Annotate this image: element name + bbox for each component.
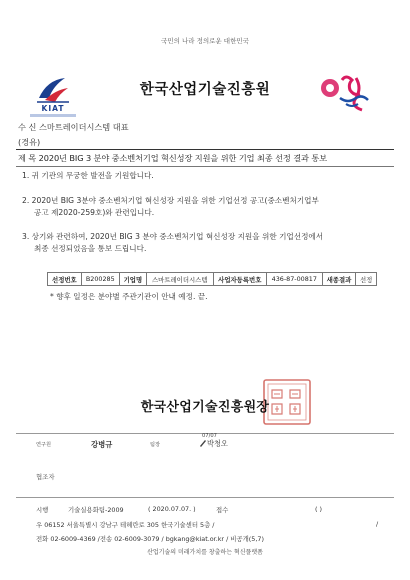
via-line: (경유): [18, 137, 41, 147]
paragraph-2-line-1: 2. 2020년 BIG 3분야 중소벤처기업 혁신성장 지원을 위한 기업선정 공고(중소벤처기업부: [22, 196, 319, 205]
selection-no-value: B200285: [81, 273, 119, 286]
selection-no-header: 선정번호: [48, 273, 82, 286]
company-name-header: 기업명: [119, 273, 146, 286]
subject-rule-top: [16, 149, 394, 150]
business-reg-no-header: 사업자등록번호: [213, 273, 266, 286]
approval-date-tag: 07/07: [202, 433, 217, 439]
receipt-label: 접수: [216, 506, 229, 514]
paragraph-1: 1. 귀 기관의 무궁한 발전을 기원합니다.: [22, 171, 154, 180]
table-row: [48, 273, 377, 286]
footer-address: 우 06152 서울특별시 강남구 테헤란로 305 한국기술센터 5층 /: [36, 521, 215, 529]
org-title: 한국산업기술진흥원: [139, 82, 271, 98]
staff-name-researcher: 강병규: [91, 440, 113, 449]
company-name-value: 스마트레이더시스템: [146, 273, 213, 286]
paragraph-3-line-1: 3. 상기와 관련하여, 2020년 BIG 3 분야 중소벤처기업 혁신성장 지원을 위한 기업선정에서: [22, 232, 324, 241]
cooperation-label: 협조자: [36, 473, 55, 481]
subject-rule-bottom: [16, 166, 394, 167]
exec-label: 시행: [36, 506, 49, 514]
logo-text: KIAT: [41, 104, 65, 113]
footer-tagline: 산업기술의 미래가치를 창출하는 혁신플랫폼: [147, 549, 263, 556]
exec-doc-no: 기술실용화팀-2009: [68, 506, 124, 514]
schedule-note: * 향후 일정은 분야별 주관기관이 안내 예정. 끝.: [50, 292, 208, 301]
result-header: 새종결과: [322, 273, 356, 286]
business-reg-no-value: 436-87-00817: [266, 273, 322, 286]
footer-contact: 전화 02-6009-4369 /전송 02-6009-3079 / bgkang@kiat.or.kr / 비공개(5,7): [36, 535, 264, 543]
sender-signature-name: 한국산업기술진흥원장: [140, 400, 270, 415]
recipient-line: 수 신 스마트레이더시스템 대표: [18, 122, 129, 132]
footer-rule: [16, 497, 394, 498]
paragraph-3-line-2: 최종 선정되었음을 통보 드립니다.: [34, 244, 147, 253]
staff-role-team-leader: 팀장: [150, 442, 161, 448]
subject-line: 제 목 2020년 BIG 3 분야 중소벤처기업 혁신성장 지원을 위한 기업 최종 선정 결과 통보: [18, 153, 327, 163]
korea-hope-emblem-icon: [316, 70, 374, 112]
slogan: 국민의 나라 정의로운 대한민국: [161, 37, 249, 45]
staff-role-researcher: 연구원: [36, 442, 52, 448]
logo-subline: [30, 114, 76, 117]
selection-info-table: [47, 272, 377, 286]
paragraph-2-line-2: 공고 제2020-259호)와 관련입니다.: [34, 208, 155, 217]
exec-date: ( 2020.07.07. ): [148, 505, 196, 513]
signature-pen-icon: [199, 439, 207, 447]
staff-name-team-leader: 박청오: [207, 439, 228, 448]
footer-url: /: [376, 520, 379, 528]
receipt-paren: ( ): [315, 505, 323, 513]
result-value: 선정: [356, 273, 377, 286]
